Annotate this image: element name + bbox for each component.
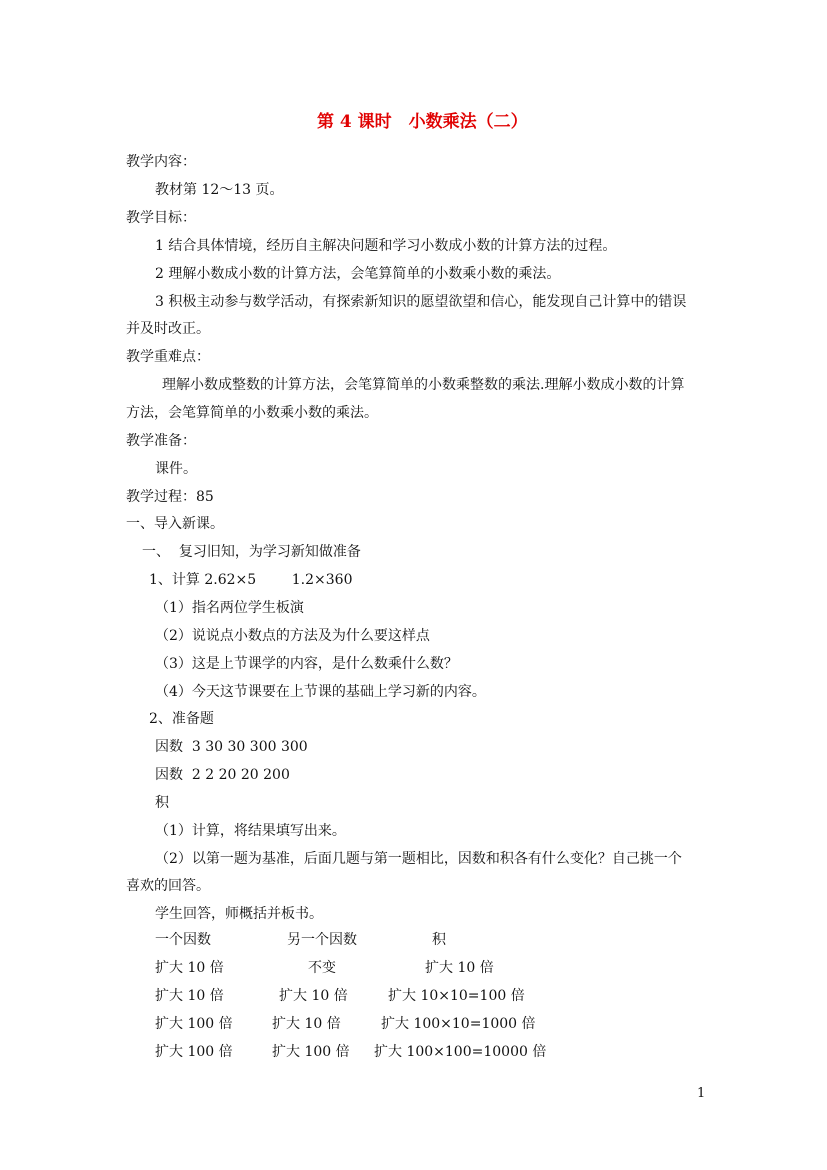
table-cell: 扩大 10 倍 [155, 960, 224, 976]
table-header-factor: 一个因数 [155, 932, 211, 948]
table-cell: 扩大 100 倍 [155, 1016, 233, 1032]
question-1: （1）计算，将结果填写出来。 [155, 823, 346, 839]
goal-3-line-1: 3 积极主动参与数学活动，有探索新知识的愿望欲望和信心，能发现自己计算中的错误 [155, 294, 687, 310]
table-cell: 扩大 10 倍 [279, 988, 348, 1004]
table-cell: 扩大 10 倍 [272, 1016, 341, 1032]
page-title: 第 4 课时 小数乘法（二） [317, 112, 528, 132]
goal-3-line-2: 并及时改正。 [126, 321, 210, 337]
table-cell: 不变 [308, 960, 336, 976]
prep-heading: 教学准备： [126, 433, 196, 449]
question-2-line-1: （2）以第一题为基准，后面几题与第一题相比，因数和积各有什么变化？自己挑一个 [155, 851, 682, 867]
goal-1: 1 结合具体情境，经历自主解决问题和学习小数成小数的计算方法的过程。 [155, 238, 617, 254]
process-heading: 教学过程：85 [126, 489, 214, 505]
goal-2: 2 理解小数成小数的计算方法，会笔算简单的小数乘小数的乘法。 [155, 266, 561, 282]
content-heading: 教学内容： [126, 154, 196, 170]
table-cell: 扩大 100 倍 [272, 1044, 350, 1060]
calc-line: 1、计算 2.62×5 1.2×360 [149, 572, 353, 588]
table-cell: 扩大 10 倍 [155, 988, 224, 1004]
calc-step-3: （3）这是上节课学的内容，是什么数乘什么数？ [155, 656, 458, 672]
prep-text: 课件。 [155, 461, 197, 477]
factor-row-1: 因数 3 30 30 300 300 [155, 739, 308, 755]
product-label: 积 [155, 795, 169, 811]
page-number: 1 [697, 1086, 706, 1101]
summary-line: 学生回答，师概括并板书。 [155, 906, 323, 922]
factor-row-2: 因数 2 2 20 20 200 [155, 767, 290, 783]
section-heading: 一、导入新课。 [126, 516, 224, 532]
content-text: 教材第 12～13 页。 [155, 182, 284, 198]
table-cell: 扩大 100×10=1000 倍 [381, 1016, 536, 1032]
goals-heading: 教学目标： [126, 210, 196, 226]
calc-step-4: （4）今天这节课要在上节课的基础上学习新的内容。 [155, 684, 486, 700]
key-line-2: 方法，会笔算简单的小数乘小数的乘法。 [126, 405, 378, 421]
key-line-1: 理解小数成整数的计算方法，会笔算简单的小数乘整数的乘法.理解小数成小数的计算 [162, 377, 685, 393]
question-2-line-2: 喜欢的回答。 [126, 878, 210, 894]
calc-step-2: （2）说说点小数点的方法及为什么要这样点 [155, 628, 430, 644]
table-header-other-factor: 另一个因数 [287, 932, 357, 948]
calc-step-1: （1）指名两位学生板演 [155, 600, 304, 616]
table-cell: 扩大 100 倍 [155, 1044, 233, 1060]
table-cell: 扩大 10 倍 [425, 960, 494, 976]
table-cell: 扩大 100×100=10000 倍 [374, 1044, 547, 1060]
table-header-product: 积 [432, 932, 446, 948]
subsection-heading: 一、 复习旧知，为学习新知做准备 [142, 544, 361, 560]
prep-problem-heading: 2、准备题 [149, 711, 214, 727]
table-cell: 扩大 10×10=100 倍 [388, 988, 525, 1004]
key-heading: 教学重难点： [126, 349, 210, 365]
